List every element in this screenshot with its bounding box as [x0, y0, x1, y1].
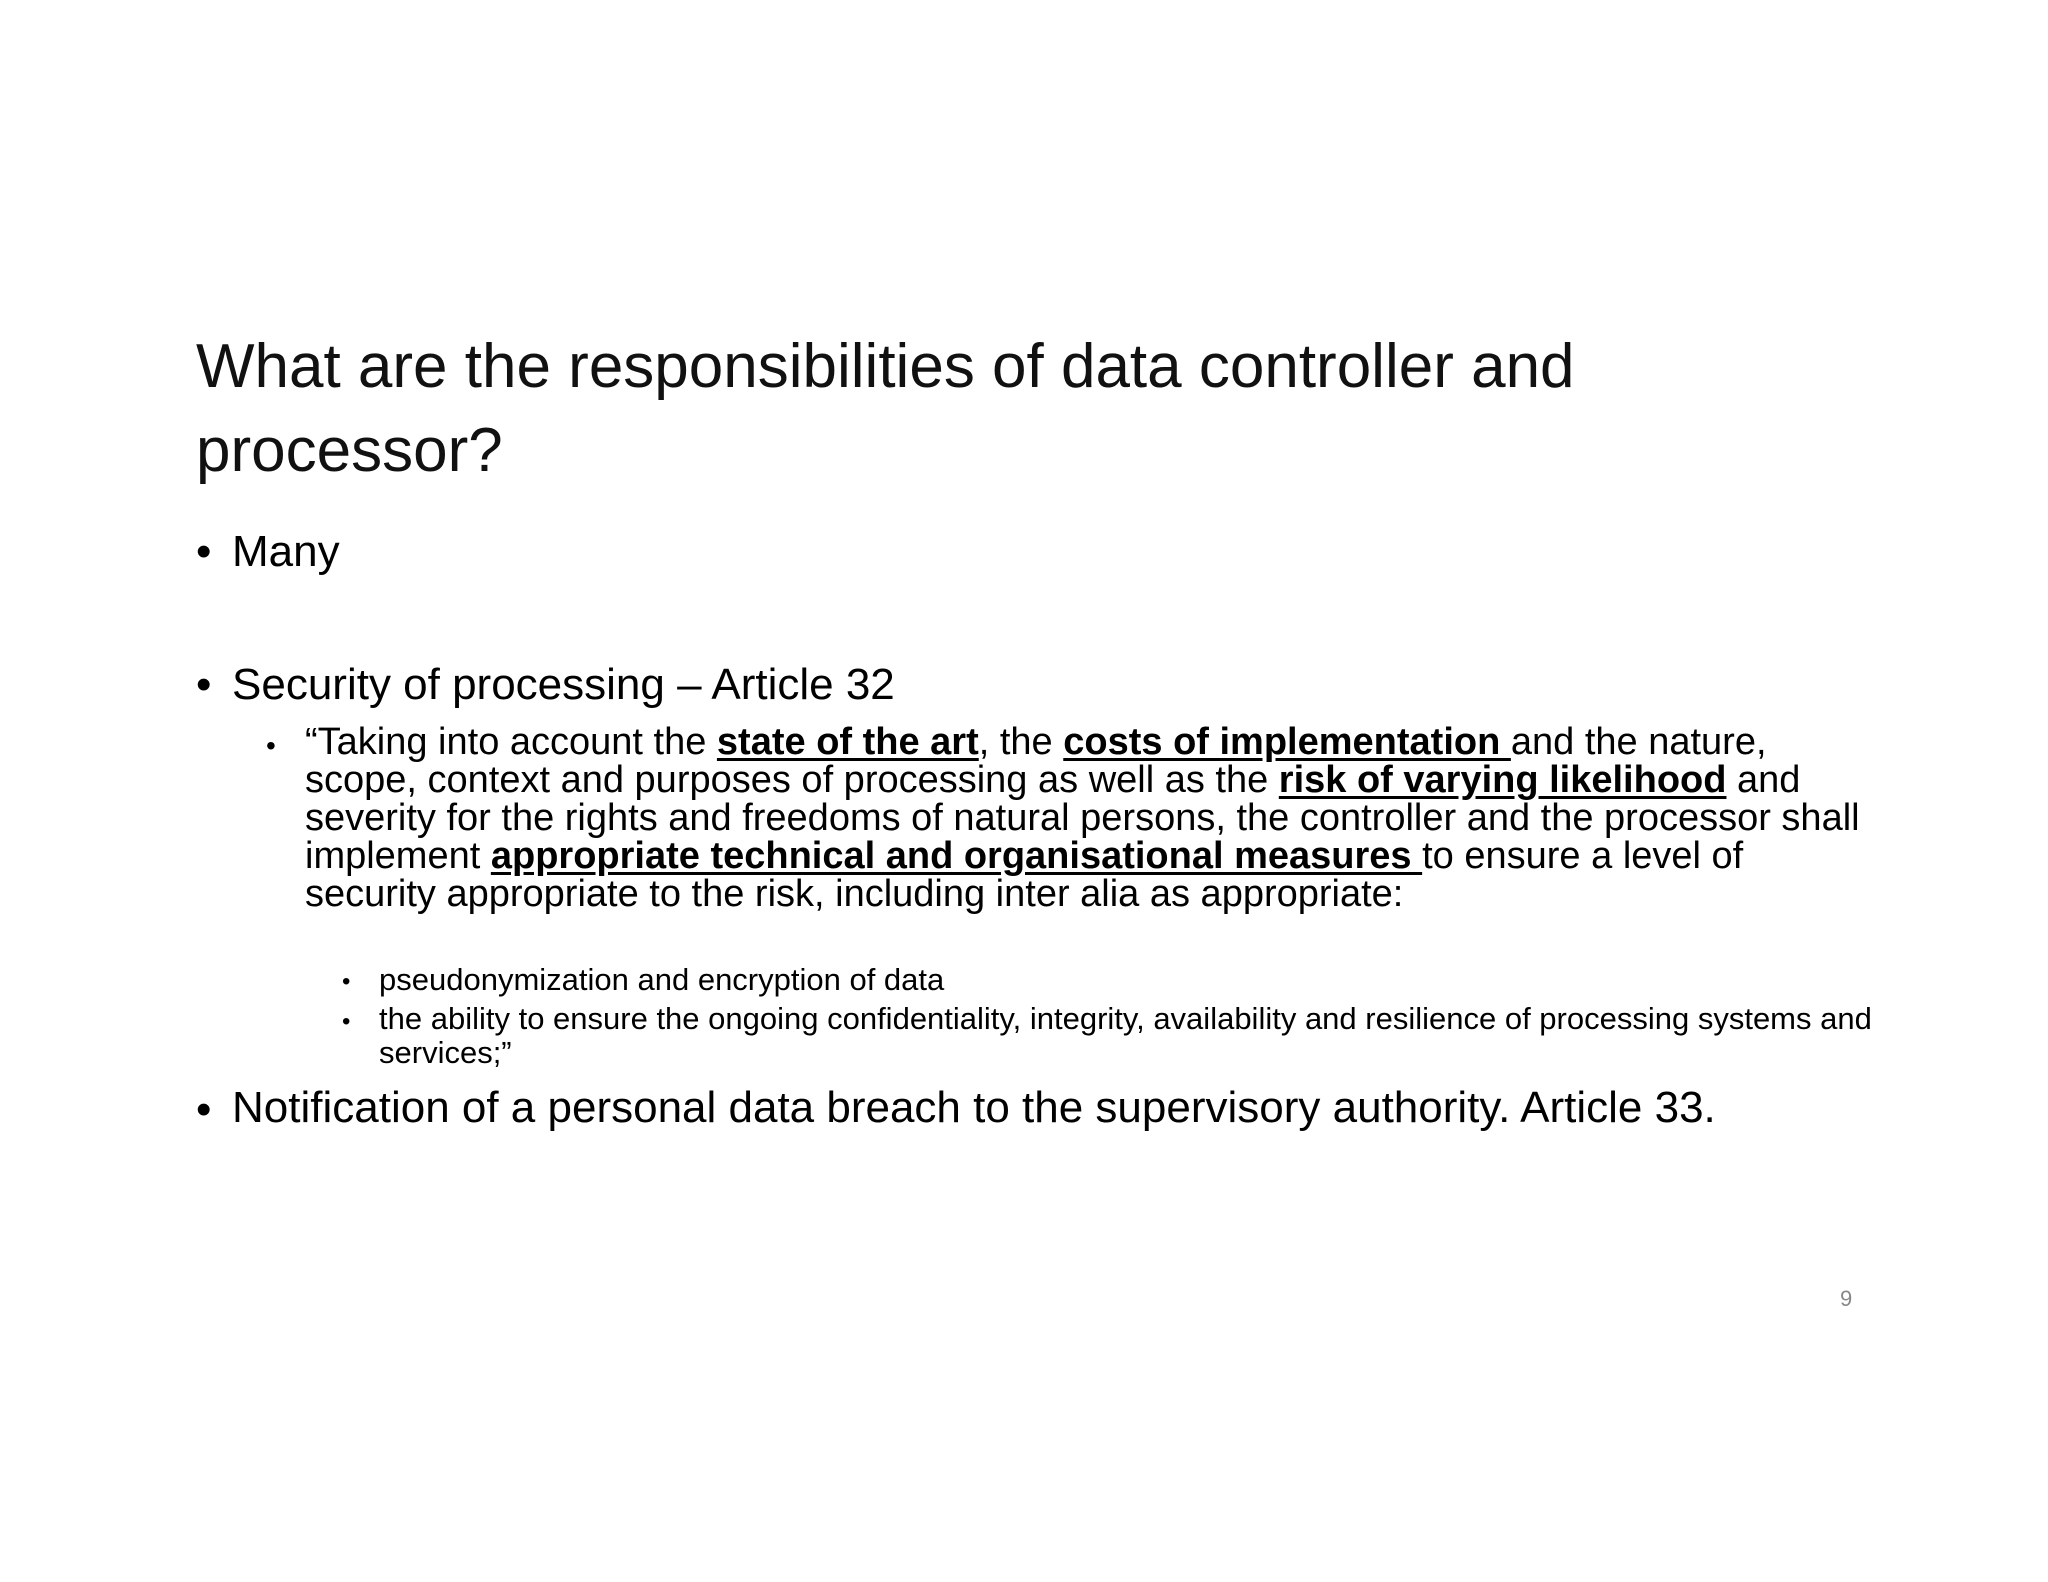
bullet-icon: •	[342, 1008, 351, 1035]
bullet-icon: •	[196, 1085, 212, 1134]
bullet-icon: •	[342, 968, 351, 995]
page-number: 9	[1840, 1286, 1853, 1311]
emphasis-costs-of-implementation: costs of implementation	[1063, 721, 1511, 763]
quote-part: and severity for the rights and freedoms of natural persons, the controller and the processor shall implement	[305, 759, 1860, 877]
sub-bullet-text: the ability to ensure the ongoing confidentiality, integrity, availability and resilience of processing systems and services;”	[379, 1001, 1872, 1070]
quote-part: “Taking into account the	[305, 721, 717, 763]
bullet-text: Many	[232, 527, 340, 576]
emphasis-state-of-the-art: state of the art	[716, 721, 979, 763]
emphasis-technical-organisational-measures: appropriate technical and organisational measures	[490, 835, 1423, 877]
slide-title: What are the responsibilities of data controller and processor?	[196, 332, 1575, 485]
quote-part: and the nature, scope, context and purposes of processing as well as the	[305, 721, 1767, 801]
quote-part: , the	[978, 721, 1064, 763]
emphasis-risk-of-varying-likelihood: risk of varying likelihood	[1278, 759, 1727, 801]
sub-bullet-text: pseudonymization and encryption of data	[379, 962, 945, 997]
quote-part: to ensure a level of security appropriate to the risk, including inter alia as appropriate:	[305, 835, 1744, 915]
bullet-icon: •	[196, 660, 212, 709]
bullet-text: Security of processing – Article 32	[232, 660, 895, 709]
bullet-text: Notification of a personal data breach to the supervisory authority. Article 33.	[232, 1083, 1716, 1132]
bullet-icon: •	[266, 730, 276, 761]
bullet-icon: •	[196, 527, 212, 576]
quote-text	[305, 723, 1865, 913]
